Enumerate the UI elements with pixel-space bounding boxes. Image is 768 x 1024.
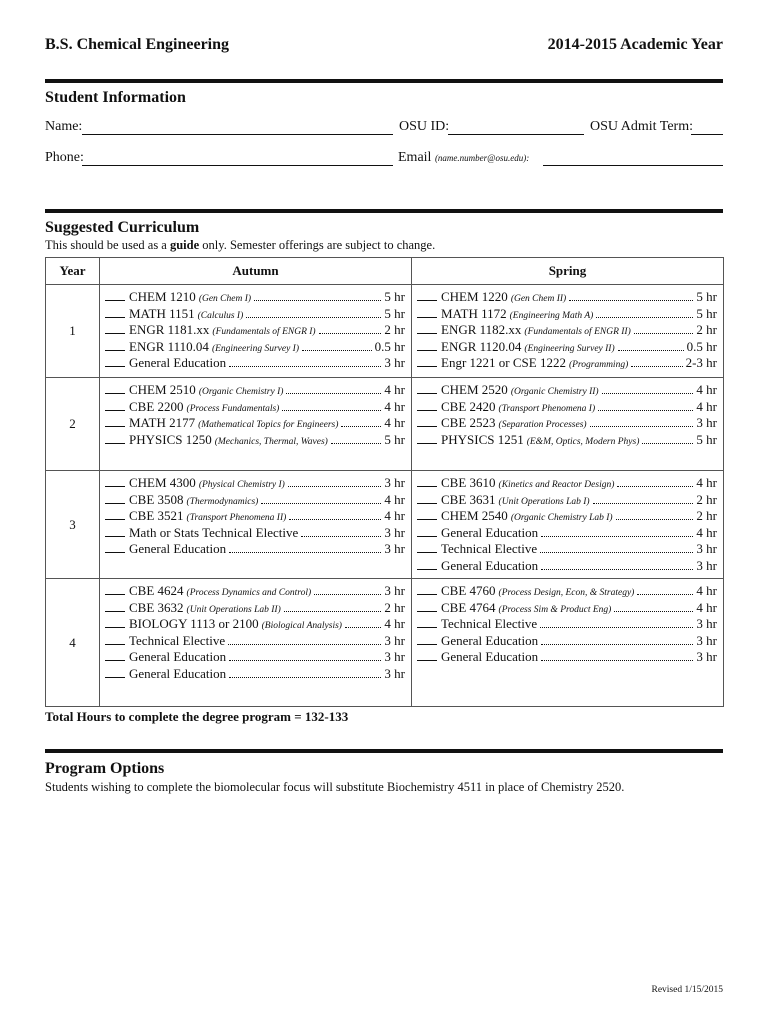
year-column-header: Year — [46, 258, 100, 285]
email-label-group — [398, 150, 529, 166]
dot-leader — [229, 667, 381, 678]
course-code: CHEM 2520 — [441, 382, 508, 397]
course-description: (Fundamentals of ENGR I) — [212, 327, 316, 337]
curriculum-title: Suggested Curriculum — [45, 219, 200, 236]
note-after: only. Semester offerings are subject to change. — [199, 238, 436, 252]
course-hours: 5 hr — [696, 431, 717, 447]
course-item — [417, 583, 717, 600]
completion-checkbox[interactable] — [417, 339, 437, 351]
completion-checkbox[interactable] — [417, 616, 437, 628]
dot-leader — [345, 617, 381, 628]
course-item — [417, 633, 717, 650]
course-hours: 3 hr — [384, 475, 405, 490]
course-description: (Separation Processes) — [498, 420, 587, 430]
dot-leader — [569, 290, 693, 301]
course-code: Engr 1221 or CSE 1222 — [441, 355, 566, 370]
dot-leader — [593, 493, 694, 504]
course-hours: 4 hr — [384, 398, 405, 414]
course-code: General Education — [129, 355, 227, 370]
course-code: General Education — [441, 557, 539, 573]
program-title: B.S. Chemical Engineering — [45, 36, 230, 53]
osu-id-field[interactable] — [448, 134, 584, 135]
course-hours: 4 hr — [696, 382, 717, 397]
course-hours: 4 hr — [696, 475, 717, 490]
course-hours: 5 hr — [384, 289, 405, 304]
course-code: CHEM 1220 — [441, 289, 508, 304]
course-code: ENGR 1110.04 — [129, 338, 209, 354]
course-code: MATH 1172 — [441, 305, 507, 321]
course-description: (Fundamentals of ENGR II) — [524, 327, 631, 337]
phone-label: Phone: — [45, 150, 84, 165]
course-code: PHYSICS 1250 — [129, 431, 212, 447]
course-item — [105, 649, 405, 666]
admit-term-field[interactable] — [691, 134, 723, 135]
course-hours: 2 hr — [696, 508, 717, 523]
year-number: 4 — [46, 579, 100, 707]
completion-checkbox[interactable] — [105, 649, 125, 661]
course-item — [105, 492, 405, 509]
course-hours: 4 hr — [384, 491, 405, 507]
completion-checkbox[interactable] — [105, 432, 125, 444]
spring-column-header: Spring — [412, 258, 724, 285]
completion-checkbox[interactable] — [417, 508, 437, 520]
course-code: General Education — [129, 649, 227, 664]
dot-leader — [229, 356, 381, 367]
dot-leader — [540, 542, 693, 553]
dot-leader — [282, 400, 381, 411]
course-description: (Unit Operations Lab II) — [186, 604, 281, 615]
course-item — [417, 432, 717, 449]
spring-courses — [412, 378, 724, 471]
curriculum-divider — [45, 749, 723, 753]
dot-leader — [617, 476, 693, 487]
course-hours: 2 hr — [384, 322, 405, 337]
course-description: (Organic Chemistry II) — [510, 387, 599, 397]
course-hours: 5 hr — [384, 305, 405, 321]
dot-leader — [541, 634, 693, 645]
email-hint: (name.number@osu.edu): — [434, 153, 530, 163]
dot-leader — [618, 340, 684, 351]
course-hours: 2 hr — [696, 491, 717, 507]
dot-leader — [634, 323, 694, 334]
dot-leader — [590, 416, 694, 427]
course-item — [105, 633, 405, 650]
completion-checkbox[interactable] — [417, 415, 437, 427]
dot-leader — [341, 416, 381, 427]
course-item — [417, 475, 717, 492]
course-hours: 4 hr — [696, 524, 717, 540]
dot-leader — [642, 433, 693, 444]
course-code: ENGR 1120.04 — [441, 338, 522, 354]
course-item — [105, 432, 405, 449]
table-header-row — [46, 258, 724, 285]
dot-leader — [302, 340, 372, 351]
completion-checkbox[interactable] — [417, 399, 437, 411]
dot-leader — [288, 476, 382, 487]
completion-checkbox[interactable] — [105, 633, 125, 645]
course-description: (Engineering Math A) — [509, 310, 594, 321]
dot-leader — [631, 356, 682, 367]
course-item — [417, 541, 717, 558]
course-code: CBE 2523 — [441, 415, 496, 430]
course-item — [105, 541, 405, 558]
completion-checkbox[interactable] — [417, 322, 437, 334]
dot-leader — [246, 307, 381, 318]
course-hours: 3 hr — [384, 632, 405, 648]
course-hours: 4 hr — [384, 415, 405, 430]
completion-checkbox[interactable] — [105, 616, 125, 628]
year-row — [46, 378, 724, 471]
dot-leader — [254, 290, 381, 301]
dot-leader — [637, 584, 693, 595]
course-item — [417, 306, 717, 323]
autumn-courses — [100, 471, 412, 579]
curriculum-note — [45, 238, 435, 253]
course-hours: 3 hr — [696, 649, 717, 664]
course-item — [417, 322, 717, 339]
completion-checkbox[interactable] — [105, 600, 125, 612]
course-hours: 4 hr — [696, 398, 717, 414]
course-item — [105, 382, 405, 399]
course-item — [417, 399, 717, 416]
course-item — [105, 525, 405, 542]
student-info-row-1 — [45, 119, 723, 137]
course-hours: 3 hr — [696, 616, 717, 631]
osu-id-label: OSU ID: — [399, 119, 450, 134]
spring-courses — [412, 285, 724, 378]
course-hours: 3 hr — [696, 541, 717, 556]
course-item — [105, 322, 405, 339]
course-code: MATH 2177 — [129, 415, 196, 430]
dot-leader — [301, 526, 381, 537]
course-item — [105, 666, 405, 683]
document-header — [45, 36, 723, 58]
course-description: (Kinetics and Reactor Design) — [498, 480, 615, 490]
course-code: CBE 4760 — [441, 583, 496, 598]
student-info-row-2 — [45, 150, 723, 168]
autumn-courses — [100, 378, 412, 471]
course-code: CBE 3610 — [441, 475, 496, 490]
course-code: CHEM 1210 — [129, 289, 196, 304]
dot-leader — [319, 323, 382, 334]
name-field[interactable] — [82, 134, 393, 135]
course-description: (Unit Operations Lab I) — [498, 496, 590, 507]
dot-leader — [229, 542, 381, 553]
spring-courses — [412, 579, 724, 707]
course-code: CBE 3508 — [129, 491, 184, 507]
year-row — [46, 579, 724, 707]
course-code: CBE 3631 — [441, 491, 496, 507]
dot-leader — [541, 526, 693, 537]
course-code: CHEM 2510 — [129, 382, 196, 397]
dot-leader — [614, 601, 693, 612]
course-description: (Physical Chemistry I) — [198, 480, 285, 490]
course-description: (Transport Phenomena I) — [498, 403, 596, 414]
course-item — [417, 525, 717, 542]
dot-leader — [229, 650, 381, 661]
course-item — [417, 600, 717, 617]
course-item — [417, 649, 717, 666]
autumn-courses — [100, 579, 412, 707]
course-item — [105, 339, 405, 356]
completion-checkbox[interactable] — [105, 322, 125, 334]
course-item — [105, 616, 405, 633]
course-item — [417, 492, 717, 509]
note-guide: guide — [169, 238, 200, 252]
course-code: ENGR 1181.xx — [129, 322, 210, 337]
course-code: General Education — [441, 649, 539, 664]
course-code: General Education — [441, 524, 539, 540]
completion-checkbox[interactable] — [105, 492, 125, 504]
course-code: CHEM 4300 — [129, 475, 196, 490]
course-code: CBE 3521 — [129, 508, 184, 523]
course-hours: 4 hr — [384, 508, 405, 523]
dot-leader — [261, 493, 381, 504]
course-item — [417, 382, 717, 399]
course-code: Math or Stats Technical Elective — [129, 524, 299, 540]
course-code: CBE 4624 — [129, 583, 184, 598]
course-code: Technical Elective — [441, 541, 538, 556]
year-row — [46, 471, 724, 579]
course-hours: 4 hr — [696, 583, 717, 598]
completion-checkbox[interactable] — [105, 525, 125, 537]
course-description: (Biological Analysis) — [261, 621, 342, 631]
course-hours: 3 hr — [384, 583, 405, 598]
course-hours: 3 hr — [384, 524, 405, 540]
course-hours: 0.5 hr — [374, 338, 405, 354]
course-item — [105, 306, 405, 323]
course-code: CBE 2420 — [441, 398, 496, 414]
course-code: ENGR 1182.xx — [441, 322, 522, 337]
completion-checkbox[interactable] — [105, 306, 125, 318]
completion-checkbox[interactable] — [417, 306, 437, 318]
course-item — [417, 508, 717, 525]
dot-leader — [286, 383, 381, 394]
admit-term-label: OSU Admit Term: — [590, 119, 693, 134]
email-field[interactable] — [543, 165, 723, 166]
dot-leader — [541, 650, 693, 661]
completion-checkbox[interactable] — [105, 475, 125, 487]
completion-checkbox[interactable] — [417, 475, 437, 487]
course-description: (Calculus I) — [197, 310, 244, 321]
email-label: Email — [398, 150, 432, 165]
year-number: 3 — [46, 471, 100, 579]
academic-year: 2014-2015 Academic Year — [547, 36, 723, 53]
course-hours: 0.5 hr — [686, 338, 717, 354]
name-label: Name: — [45, 119, 83, 134]
completion-checkbox[interactable] — [417, 583, 437, 595]
course-hours: 2 hr — [696, 322, 717, 337]
course-description: (Mechanics, Thermal, Waves) — [214, 436, 328, 447]
course-item — [417, 289, 717, 306]
course-item — [105, 508, 405, 525]
dot-leader — [616, 509, 694, 520]
course-hours: 3 hr — [384, 665, 405, 681]
completion-checkbox[interactable] — [105, 289, 125, 301]
course-description: (Process Fundamentals) — [186, 403, 280, 414]
course-description: (Gen Chem II) — [510, 294, 567, 304]
course-description: (E&M, Optics, Modern Phys) — [526, 436, 640, 447]
course-code: BIOLOGY 1113 or 2100 — [129, 616, 259, 631]
program-options-title: Program Options — [45, 760, 165, 777]
completion-checkbox[interactable] — [105, 666, 125, 678]
completion-checkbox[interactable] — [105, 508, 125, 520]
completion-checkbox[interactable] — [105, 382, 125, 394]
phone-field[interactable] — [82, 165, 393, 166]
course-hours: 3 hr — [696, 632, 717, 648]
course-item — [105, 399, 405, 416]
course-description: (Process Sim & Product Eng) — [498, 604, 612, 615]
course-item — [105, 415, 405, 432]
completion-checkbox[interactable] — [417, 649, 437, 661]
dot-leader — [598, 400, 693, 411]
course-item — [105, 583, 405, 600]
dot-leader — [596, 307, 693, 318]
completion-checkbox[interactable] — [105, 415, 125, 427]
course-item — [417, 355, 717, 372]
course-description: (Transport Phenomena II) — [186, 513, 287, 523]
revised-date: Revised 1/15/2015 — [651, 985, 723, 995]
completion-checkbox[interactable] — [417, 633, 437, 645]
spring-courses — [412, 471, 724, 579]
completion-checkbox[interactable] — [105, 339, 125, 351]
dot-leader — [289, 509, 381, 520]
curriculum-table — [45, 257, 724, 707]
course-code: Technical Elective — [441, 616, 538, 631]
course-code: CBE 3632 — [129, 599, 184, 615]
completion-checkbox[interactable] — [105, 355, 125, 367]
program-options-text: Students wishing to complete the biomolecular focus will substitute Biochemistry 4511 in place of Chemistry 2520. — [45, 780, 625, 794]
course-hours: 5 hr — [696, 289, 717, 304]
dot-leader — [541, 559, 693, 570]
year-number: 2 — [46, 378, 100, 471]
course-description: (Organic Chemistry I) — [198, 387, 284, 397]
course-code: Technical Elective — [129, 632, 226, 648]
course-description: (Thermodynamics) — [186, 496, 259, 507]
dot-leader — [540, 617, 693, 628]
header-divider — [45, 79, 723, 83]
course-item — [417, 558, 717, 575]
course-item — [105, 475, 405, 492]
course-code: CHEM 2540 — [441, 508, 508, 523]
course-item — [417, 415, 717, 432]
course-hours: 3 hr — [696, 415, 717, 430]
course-hours: 3 hr — [384, 355, 405, 370]
completion-checkbox[interactable] — [417, 432, 437, 444]
course-item — [417, 339, 717, 356]
course-code: CBE 4764 — [441, 599, 496, 615]
curriculum-body — [46, 285, 724, 707]
course-code: General Education — [441, 632, 539, 648]
completion-checkbox[interactable] — [105, 399, 125, 411]
course-item — [105, 289, 405, 306]
course-hours: 2 hr — [384, 599, 405, 615]
course-hours: 3 hr — [384, 649, 405, 664]
note-before: This should be used as a — [45, 238, 170, 252]
completion-checkbox[interactable] — [417, 525, 437, 537]
completion-checkbox[interactable] — [105, 541, 125, 553]
course-hours: 4 hr — [384, 616, 405, 631]
course-hours: 4 hr — [384, 382, 405, 397]
course-code: General Education — [129, 665, 227, 681]
course-item — [417, 616, 717, 633]
completion-checkbox[interactable] — [417, 382, 437, 394]
course-description: (Process Design, Econ, & Strategy) — [498, 588, 635, 598]
course-hours: 5 hr — [384, 431, 405, 447]
completion-checkbox[interactable] — [417, 355, 437, 367]
course-hours: 4 hr — [696, 599, 717, 615]
completion-checkbox[interactable] — [417, 541, 437, 553]
course-description: (Gen Chem I) — [198, 294, 252, 304]
student-info-divider — [45, 209, 723, 213]
total-hours: Total Hours to complete the degree program = 132-133 — [45, 709, 349, 724]
course-hours: 3 hr — [384, 541, 405, 556]
course-item — [105, 355, 405, 372]
completion-checkbox[interactable] — [105, 583, 125, 595]
course-description: (Mathematical Topics for Engineers) — [198, 420, 339, 430]
course-description: (Organic Chemistry Lab I) — [510, 513, 613, 523]
dot-leader — [314, 584, 381, 595]
autumn-courses — [100, 285, 412, 378]
autumn-column-header: Autumn — [100, 258, 412, 285]
course-description: (Process Dynamics and Control) — [186, 588, 312, 598]
year-row — [46, 285, 724, 378]
dot-leader — [602, 383, 694, 394]
course-item — [105, 600, 405, 617]
course-code: PHYSICS 1251 — [441, 431, 524, 447]
course-description: (Engineering Survey II) — [524, 343, 615, 354]
course-hours: 2-3 hr — [685, 355, 717, 370]
course-code: CBE 2200 — [129, 398, 184, 414]
completion-checkbox[interactable] — [417, 492, 437, 504]
completion-checkbox[interactable] — [417, 600, 437, 612]
course-description: (Programming) — [568, 360, 629, 370]
year-number: 1 — [46, 285, 100, 378]
dot-leader — [228, 634, 381, 645]
course-description: (Engineering Survey I) — [211, 343, 299, 354]
dot-leader — [331, 433, 382, 444]
student-info-title: Student Information — [45, 89, 186, 106]
course-hours: 5 hr — [696, 305, 717, 321]
course-hours: 3 hr — [696, 557, 717, 573]
completion-checkbox[interactable] — [417, 558, 437, 570]
dot-leader — [284, 601, 382, 612]
completion-checkbox[interactable] — [417, 289, 437, 301]
course-code: MATH 1151 — [129, 305, 195, 321]
course-code: General Education — [129, 541, 227, 556]
